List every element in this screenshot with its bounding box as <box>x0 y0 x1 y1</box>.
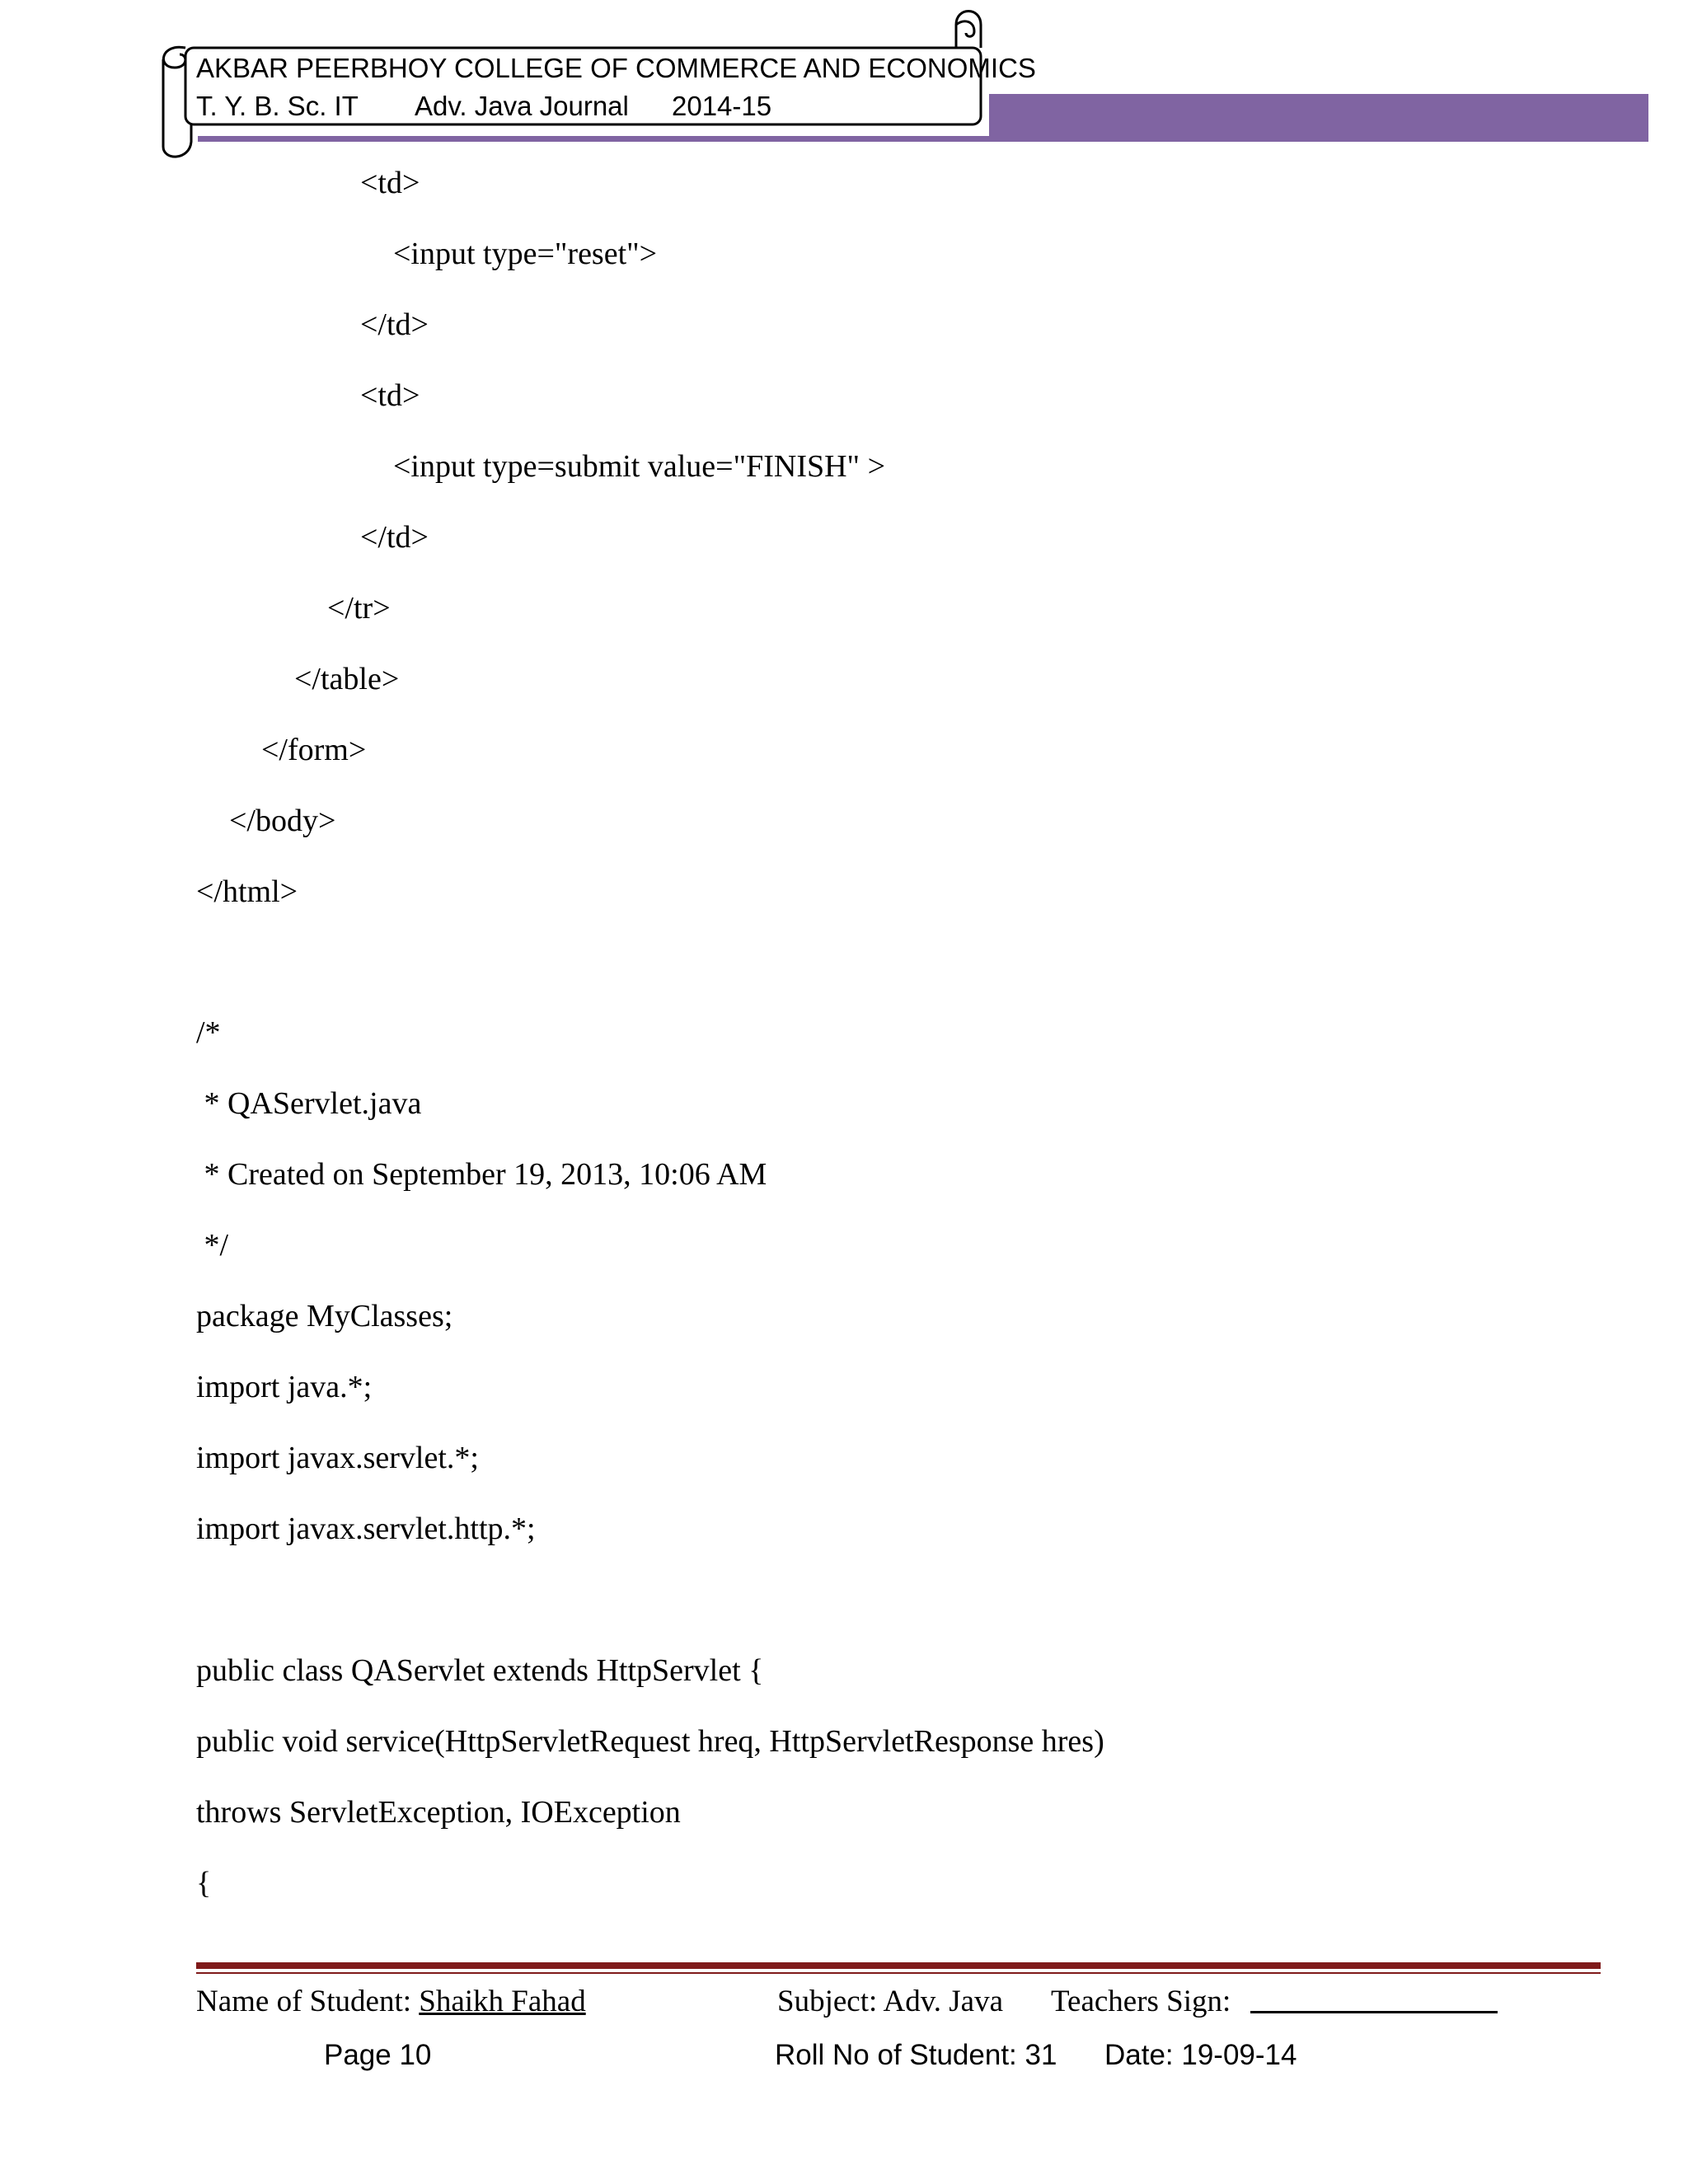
code-line: <input type=submit value="FINISH" > <box>393 449 885 484</box>
code-line: import javax.servlet.*; <box>196 1441 479 1475</box>
code-line: * Created on September 19, 2013, 10:06 AM <box>196 1157 767 1192</box>
code-line: <input type="reset"> <box>393 237 658 271</box>
code-line: /* <box>196 1015 221 1050</box>
code-line: <td> <box>360 166 420 200</box>
code-line: * QAServlet.java <box>196 1086 422 1121</box>
code-line: </tr> <box>327 591 391 626</box>
code-line: throws ServletException, IOException <box>196 1795 681 1830</box>
code-line: </body> <box>229 804 336 838</box>
code-line: </table> <box>294 662 400 696</box>
code-line: package MyClasses; <box>196 1299 453 1333</box>
academic-year: 2014-15 <box>672 91 772 121</box>
code-line: </td> <box>360 520 429 555</box>
class-label: T. Y. B. Sc. IT <box>196 91 359 121</box>
student-name-row <box>196 1986 586 2017</box>
footer-rule <box>196 1962 1601 1969</box>
college-name: AKBAR PEERBHOY COLLEGE OF COMMERCE AND ECONOMICS <box>196 53 1036 83</box>
code-line: </html> <box>196 874 298 909</box>
student-label: Name of Student: <box>196 1985 420 2018</box>
code-line: { <box>196 1866 212 1900</box>
code-line: public void service(HttpServletRequest hreq, HttpServletResponse hres) <box>196 1724 1104 1759</box>
subject-label: Subject: Adv. Java <box>777 1985 1004 2018</box>
date-label: Date: 19-09-14 <box>1104 2039 1297 2071</box>
code-line: import java.*; <box>196 1370 373 1404</box>
code-line: </form> <box>261 733 367 767</box>
student-name: Shaikh Fahad <box>419 1985 586 2018</box>
signature-line <box>1250 2011 1498 2013</box>
code-line: </td> <box>360 307 429 342</box>
journal-label: Adv. Java Journal <box>415 91 629 121</box>
teacher-sign-label: Teachers Sign: <box>1051 1985 1231 2018</box>
code-line: public class QAServlet extends HttpServlet { <box>196 1653 764 1688</box>
code-line: */ <box>196 1228 229 1263</box>
code-line: import javax.servlet.http.*; <box>196 1511 536 1546</box>
roll-number: Roll No of Student: 31 <box>775 2039 1057 2071</box>
footer-rule-thin <box>196 1972 1601 1974</box>
page-number: Page 10 <box>324 2039 432 2071</box>
code-line: <td> <box>360 378 420 413</box>
